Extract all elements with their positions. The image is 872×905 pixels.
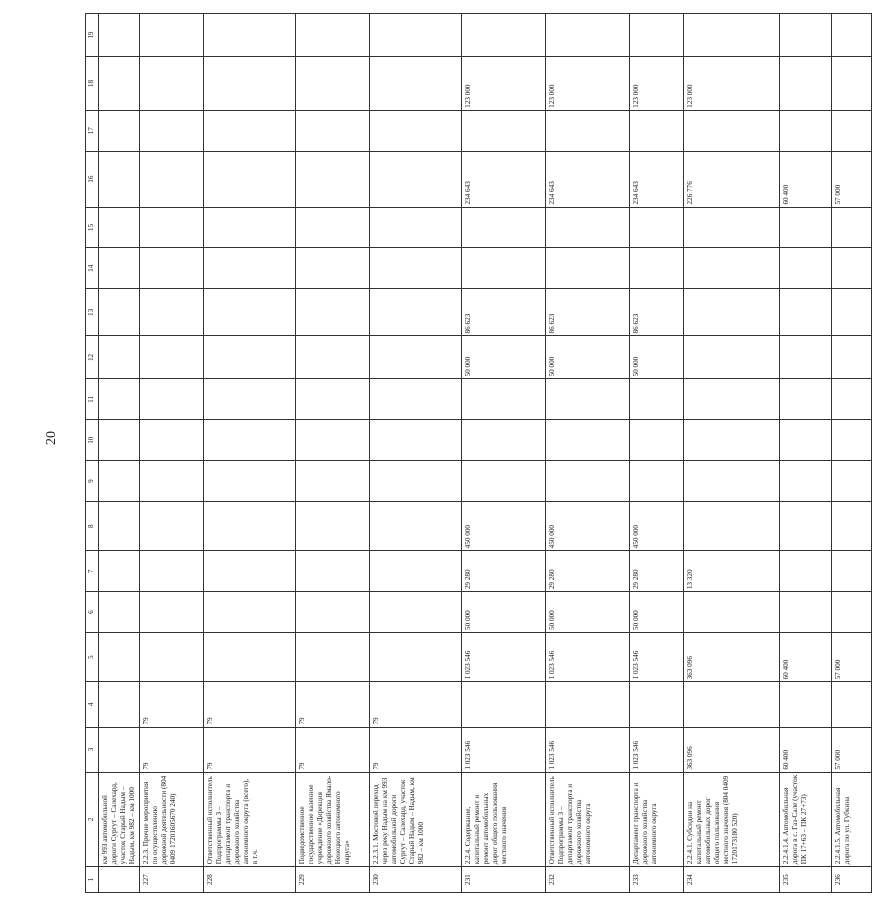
value-cell [140, 14, 204, 57]
column-header: 10 [86, 420, 99, 461]
table-row [370, 14, 462, 893]
value-cell [204, 110, 296, 151]
value-cell: 363 096 [684, 727, 780, 772]
value-cell [462, 110, 546, 151]
value-cell [832, 501, 872, 550]
value-cell [370, 248, 462, 289]
value-cell: 1 023 546 [546, 727, 630, 772]
value-cell [546, 14, 630, 57]
value-cell [630, 682, 684, 727]
value-cell: 226 776 [684, 151, 780, 207]
value-cell [370, 501, 462, 550]
row-number: 232 [546, 867, 630, 893]
value-cell [684, 248, 780, 289]
row-number: 233 [630, 867, 684, 893]
row-name: Ответственный исполнитель Подпрограммы 3 – департамент транспорта и дорожного хозяйства автономного округа (всего), в т.ч. [204, 772, 296, 867]
value-cell [684, 420, 780, 461]
value-cell [296, 289, 370, 336]
column-header: 4 [86, 682, 99, 727]
value-cell [780, 592, 832, 633]
value-cell: 123 000 [684, 57, 780, 111]
rotated-table-container [85, 13, 851, 893]
value-cell [684, 592, 780, 633]
value-cell [684, 461, 780, 502]
value-cell [140, 289, 204, 336]
value-cell [684, 207, 780, 248]
value-cell [780, 551, 832, 592]
value-cell [832, 14, 872, 57]
value-cell [684, 336, 780, 379]
value-cell [546, 461, 630, 502]
value-cell: 79 [140, 727, 204, 772]
row-name: 2.2.3.1. Мостовой переход через реку Надым на км 993 автомобильной дороги Сургут – Салехард, участок Старый Надым – Надым, км 982 – км 1000 [370, 772, 462, 867]
value-cell [546, 248, 630, 289]
value-cell: 123 000 [462, 57, 546, 111]
value-cell [204, 289, 296, 336]
value-cell [99, 207, 140, 248]
value-cell [99, 551, 140, 592]
value-cell [462, 461, 546, 502]
column-header: 6 [86, 592, 99, 633]
value-cell [630, 420, 684, 461]
value-cell [296, 592, 370, 633]
value-cell: 13 320 [684, 551, 780, 592]
value-cell: 50 000 [630, 336, 684, 379]
value-cell: 1 023 546 [630, 727, 684, 772]
value-cell [296, 336, 370, 379]
value-cell [296, 501, 370, 550]
value-cell [204, 501, 296, 550]
value-cell [204, 592, 296, 633]
value-cell [99, 592, 140, 633]
value-cell [630, 14, 684, 57]
value-cell: 79 [204, 682, 296, 727]
value-cell [140, 248, 204, 289]
value-cell [370, 592, 462, 633]
value-cell [370, 551, 462, 592]
value-cell [684, 501, 780, 550]
value-cell [140, 207, 204, 248]
value-cell [630, 207, 684, 248]
value-cell [140, 420, 204, 461]
value-cell [296, 633, 370, 682]
value-cell [462, 420, 546, 461]
value-cell [684, 289, 780, 336]
table-row [546, 14, 630, 893]
value-cell: 1 023 546 [462, 633, 546, 682]
value-cell [780, 501, 832, 550]
value-cell [370, 420, 462, 461]
value-cell: 450 000 [462, 501, 546, 550]
value-cell [630, 248, 684, 289]
value-cell: 86 623 [462, 289, 546, 336]
value-cell: 29 280 [462, 551, 546, 592]
value-cell [780, 207, 832, 248]
row-name: Ответственный исполнитель Подпрограммы 3 – департамент транспорта и дорожного хозяйства автономного округа [546, 772, 630, 867]
value-cell [780, 110, 832, 151]
value-cell [462, 379, 546, 420]
value-cell: 50 000 [630, 592, 684, 633]
value-cell [99, 420, 140, 461]
value-cell [204, 633, 296, 682]
value-cell [832, 336, 872, 379]
value-cell [832, 379, 872, 420]
value-cell [140, 551, 204, 592]
value-cell [780, 14, 832, 57]
value-cell: 79 [370, 682, 462, 727]
value-cell [140, 151, 204, 207]
value-cell [684, 14, 780, 57]
value-cell [99, 682, 140, 727]
row-name: км 993 автомобильной дороги Сургут – Салехард, участок Старый Надым – Надым, км 982 – км 1000 [99, 772, 140, 867]
value-cell [296, 248, 370, 289]
value-cell: 1 023 546 [630, 633, 684, 682]
value-cell: 60 400 [780, 633, 832, 682]
value-cell: 123 000 [630, 57, 684, 111]
value-cell [780, 379, 832, 420]
row-number: 229 [296, 867, 370, 893]
value-cell: 50 000 [546, 592, 630, 633]
value-cell [370, 151, 462, 207]
column-header: 1 [86, 867, 99, 893]
value-cell [832, 57, 872, 111]
value-cell [99, 248, 140, 289]
header-row [86, 14, 99, 893]
value-cell [684, 110, 780, 151]
value-cell [832, 110, 872, 151]
column-header: 5 [86, 633, 99, 682]
value-cell [630, 110, 684, 151]
value-cell [684, 682, 780, 727]
value-cell: 50 000 [546, 336, 630, 379]
row-name: 2.2.4.1. Субсидии на капитальный ремонт автомобильных дорог общего пользования местного значения (804 0409 1720173180 520) [684, 772, 780, 867]
value-cell [204, 57, 296, 111]
value-cell [204, 420, 296, 461]
row-name: 2.2.4.1.4. Автомобильная дорога в с. Газ-Сале (участок ПК 17+63 – ПК 27+73) [780, 772, 832, 867]
column-header: 18 [86, 57, 99, 111]
row-number: 231 [462, 867, 546, 893]
value-cell [99, 289, 140, 336]
value-cell [99, 151, 140, 207]
row-name: 2.2.3. Прочие мероприятия по осуществлению дорожной деятельности (804 0409 17201605670 240) [140, 772, 204, 867]
row-number [99, 867, 140, 893]
value-cell [832, 248, 872, 289]
value-cell [296, 57, 370, 111]
value-cell [832, 461, 872, 502]
column-header: 7 [86, 551, 99, 592]
value-cell [630, 461, 684, 502]
value-cell [140, 57, 204, 111]
row-number: 234 [684, 867, 780, 893]
value-cell: 123 000 [546, 57, 630, 111]
value-cell [296, 420, 370, 461]
page-number: 20 [44, 431, 59, 445]
value-cell: 79 [370, 727, 462, 772]
value-cell [462, 682, 546, 727]
value-cell [204, 336, 296, 379]
column-header: 3 [86, 727, 99, 772]
value-cell: 79 [296, 682, 370, 727]
column-header: 17 [86, 110, 99, 151]
value-cell [140, 592, 204, 633]
value-cell [780, 57, 832, 111]
value-cell: 234 643 [630, 151, 684, 207]
value-cell [99, 633, 140, 682]
value-cell [204, 207, 296, 248]
value-cell [99, 461, 140, 502]
column-header: 16 [86, 151, 99, 207]
value-cell [99, 57, 140, 111]
value-cell [204, 248, 296, 289]
table-row [296, 14, 370, 893]
column-header: 19 [86, 14, 99, 57]
value-cell [462, 248, 546, 289]
table-row [630, 14, 684, 893]
value-cell: 57 000 [832, 151, 872, 207]
value-cell [296, 110, 370, 151]
value-cell [370, 633, 462, 682]
value-cell: 234 643 [462, 151, 546, 207]
value-cell [204, 461, 296, 502]
value-cell: 79 [296, 727, 370, 772]
value-cell [99, 727, 140, 772]
value-cell [546, 207, 630, 248]
value-cell [832, 592, 872, 633]
value-cell [370, 289, 462, 336]
value-cell: 1 023 546 [546, 633, 630, 682]
value-cell [140, 379, 204, 420]
value-cell [832, 207, 872, 248]
value-cell: 1 023 546 [462, 727, 546, 772]
value-cell [296, 207, 370, 248]
value-cell [296, 461, 370, 502]
value-cell: 86 623 [546, 289, 630, 336]
row-name: 2.2.4.1.5. Автомобильная дорога по ул. Губкина [832, 772, 872, 867]
value-cell [370, 14, 462, 57]
column-header: 11 [86, 379, 99, 420]
value-cell [140, 501, 204, 550]
column-header: 8 [86, 501, 99, 550]
value-cell [780, 420, 832, 461]
column-header: 15 [86, 207, 99, 248]
value-cell [204, 14, 296, 57]
value-cell [370, 461, 462, 502]
value-cell [140, 461, 204, 502]
value-cell: 29 280 [546, 551, 630, 592]
value-cell [780, 682, 832, 727]
value-cell [780, 289, 832, 336]
row-number: 236 [832, 867, 872, 893]
column-header: 12 [86, 336, 99, 379]
value-cell: 79 [204, 727, 296, 772]
value-cell [370, 379, 462, 420]
value-cell: 29 280 [630, 551, 684, 592]
table-row [832, 14, 872, 893]
value-cell [99, 379, 140, 420]
column-header: 2 [86, 772, 99, 867]
value-cell [684, 379, 780, 420]
value-cell [370, 207, 462, 248]
value-cell [296, 151, 370, 207]
value-cell [99, 14, 140, 57]
value-cell: 57 000 [832, 727, 872, 772]
value-cell: 60 400 [780, 727, 832, 772]
row-name: Подведомственное государственное казенное учреждение «Дирекция дорожного хозяйства Ямало-Ненецкого автономного округа» [296, 772, 370, 867]
column-header: 14 [86, 248, 99, 289]
value-cell: 50 000 [462, 336, 546, 379]
value-cell: 86 623 [630, 289, 684, 336]
value-cell: 234 643 [546, 151, 630, 207]
value-cell [296, 14, 370, 57]
value-cell [99, 501, 140, 550]
column-header: 13 [86, 289, 99, 336]
value-cell: 60 400 [780, 151, 832, 207]
table-row [684, 14, 780, 893]
value-cell [780, 336, 832, 379]
row-number: 227 [140, 867, 204, 893]
table-row [462, 14, 546, 893]
value-cell: 450 000 [546, 501, 630, 550]
value-cell [140, 633, 204, 682]
value-cell [140, 110, 204, 151]
value-cell [370, 57, 462, 111]
value-cell: 57 000 [832, 633, 872, 682]
value-cell [99, 110, 140, 151]
row-number: 228 [204, 867, 296, 893]
value-cell [140, 336, 204, 379]
value-cell: 450 000 [630, 501, 684, 550]
row-name: Департамент транспорта и дорожного хозяйства автономного округа [630, 772, 684, 867]
table-row [780, 14, 832, 893]
value-cell [296, 551, 370, 592]
value-cell [832, 682, 872, 727]
budget-table [85, 13, 872, 893]
value-cell [630, 379, 684, 420]
value-cell [370, 110, 462, 151]
table-row [140, 14, 204, 893]
value-cell [546, 110, 630, 151]
value-cell: 79 [140, 682, 204, 727]
row-number: 235 [780, 867, 832, 893]
table-row [99, 14, 140, 893]
value-cell [370, 336, 462, 379]
value-cell [296, 379, 370, 420]
value-cell [462, 207, 546, 248]
value-cell [204, 551, 296, 592]
value-cell [204, 151, 296, 207]
value-cell [780, 461, 832, 502]
row-name: 2.2.4. Содержание, капитальный ремонт и ремонт автомобильных дорог общего пользования местного значения [462, 772, 546, 867]
value-cell: 363 096 [684, 633, 780, 682]
value-cell [832, 551, 872, 592]
value-cell: 50 000 [462, 592, 546, 633]
value-cell [462, 14, 546, 57]
value-cell [546, 420, 630, 461]
table-row [204, 14, 296, 893]
value-cell [832, 420, 872, 461]
value-cell [780, 248, 832, 289]
value-cell [204, 379, 296, 420]
value-cell [546, 682, 630, 727]
value-cell [546, 379, 630, 420]
column-header: 9 [86, 461, 99, 502]
value-cell [99, 336, 140, 379]
row-number: 230 [370, 867, 462, 893]
value-cell [832, 289, 872, 336]
